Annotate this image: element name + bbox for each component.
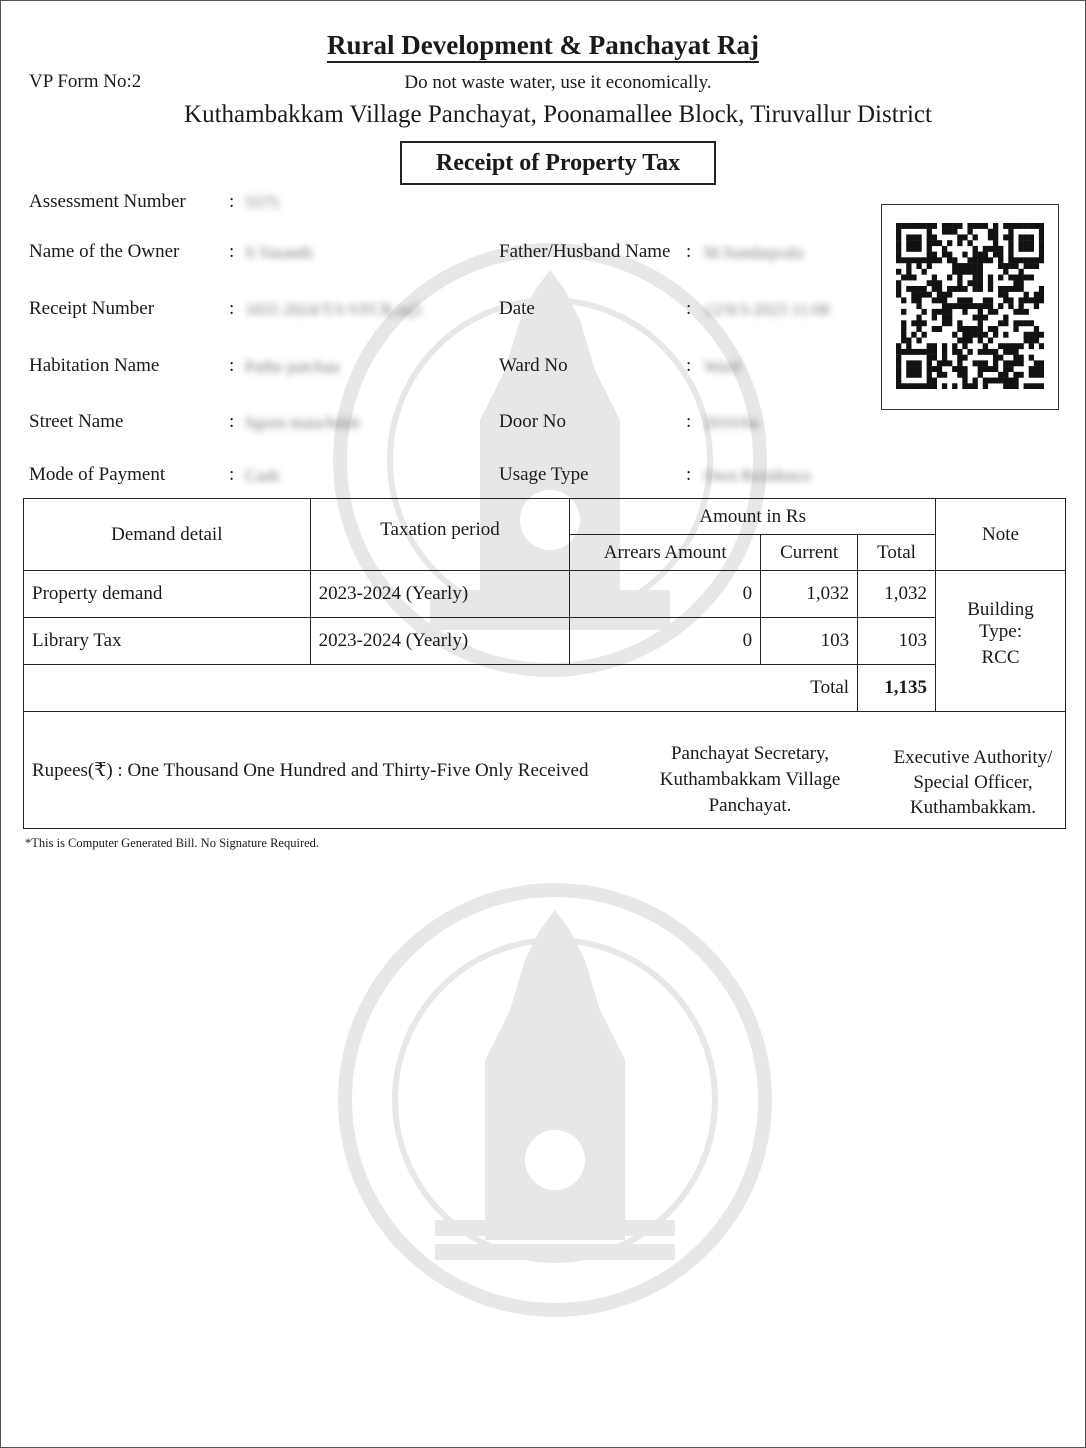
date-label: Date (499, 298, 535, 319)
habitation-name-label: Habitation Name (29, 355, 160, 376)
door-no-label: Door No (499, 411, 567, 432)
tamil-nadu-emblem-watermark-lower (330, 860, 780, 1340)
authority-line: Kuthambakkam. (909, 797, 1037, 818)
secretary-line: Kuthambakkam Village (659, 769, 841, 790)
executive-authority (877, 745, 1069, 820)
row-arrears: 0 (570, 571, 761, 618)
usage-type-label: Usage Type (499, 464, 589, 485)
note-cell (936, 571, 1066, 712)
qr-code (881, 204, 1059, 410)
header-demand-detail: Demand detail (24, 499, 311, 571)
header-amount-in-rs: Amount in Rs (570, 499, 936, 535)
row-demand: Library Tax (24, 618, 311, 665)
owner-name-value: S.Vasanth (245, 243, 313, 262)
colon: : (686, 464, 692, 485)
street-name-value: Sgorn mauchdah (245, 413, 360, 432)
panchayat-name: Kuthambakkam Village Panchayat, Poonamallee Block, Tiruvallur District (184, 101, 932, 128)
colon: : (686, 355, 692, 376)
colon: : (229, 241, 235, 262)
receipt-title: Receipt of Property Tax (400, 141, 716, 185)
header-taxation-period: Taxation period (310, 499, 570, 571)
row-arrears: 0 (570, 618, 761, 665)
habitation-name-value: Pathe patchau (245, 357, 340, 376)
colon: : (229, 411, 235, 432)
father-husband-name-value: M.Sundaqvalu (704, 243, 804, 262)
street-name-label: Street Name (29, 411, 124, 432)
qr-code-icon (896, 223, 1044, 389)
form-number: VP Form No:2 (29, 71, 142, 92)
header-note: Note (936, 499, 1066, 571)
mode-of-payment-value: Cash (245, 466, 279, 485)
table-row (24, 571, 1066, 618)
door-no-value: 2010/6a (704, 413, 759, 432)
date-value: 12/9/3-2023 11:08 (704, 300, 830, 319)
ward-no-label: Ward No (499, 355, 568, 376)
row-total: 1,032 (858, 571, 936, 618)
mode-of-payment-label: Mode of Payment (29, 464, 166, 485)
father-husband-name-label: Father/Husband Name (499, 241, 671, 262)
assessment-number-label: Assessment Number (29, 191, 186, 212)
computer-generated-note: *This is Computer Generated Bill. No Signature Required. (25, 836, 320, 850)
row-period: 2023-2024 (Yearly) (310, 618, 570, 665)
department-title (0, 30, 1086, 61)
colon: : (229, 355, 235, 376)
authority-line: Executive Authority/ (893, 747, 1053, 768)
colon: : (686, 241, 692, 262)
row-current: 103 (761, 618, 858, 665)
secretary-line: Panchayat. (708, 795, 792, 816)
building-type-label: Building Type: (967, 599, 1034, 642)
slogan: Do not waste water, use it economically. (404, 72, 712, 93)
tax-table (23, 498, 1066, 829)
colon: : (229, 191, 235, 212)
ward-no-value: Ward (704, 357, 741, 376)
building-type-value: RCC (981, 647, 1020, 668)
header-current: Current (761, 535, 858, 571)
colon: : (686, 411, 692, 432)
table-row (24, 618, 1066, 665)
panchayat-secretary (644, 741, 856, 819)
row-demand: Property demand (24, 571, 311, 618)
row-period: 2023-2024 (Yearly) (310, 571, 570, 618)
receipt-number-label: Receipt Number (29, 298, 155, 319)
total-row (24, 665, 1066, 712)
signature-row (24, 712, 1066, 829)
usage-type-value: Own Residence (704, 466, 812, 485)
total-label: Total (24, 665, 858, 712)
amount-in-words: Rupees(₹) : One Thousand One Hundred and Thirty-Five Only Received (32, 760, 589, 781)
owner-name-label: Name of the Owner (29, 241, 180, 262)
colon: : (686, 298, 692, 319)
row-total: 103 (858, 618, 936, 665)
row-current: 1,032 (761, 571, 858, 618)
colon: : (229, 464, 235, 485)
header-arrears-amount: Arrears Amount (570, 535, 761, 571)
authority-line: Special Officer, (913, 772, 1033, 793)
header-total: Total (858, 535, 936, 571)
assessment-number-value: 5575 (245, 193, 279, 212)
department-title-text: Rural Development & Panchayat Raj (327, 30, 759, 63)
receipt-number-value: 1655 2024/T/I-VFCR.aq5 (245, 300, 422, 319)
colon: : (229, 298, 235, 319)
total-value: 1,135 (858, 665, 936, 712)
secretary-line: Panchayat Secretary, (670, 743, 830, 764)
